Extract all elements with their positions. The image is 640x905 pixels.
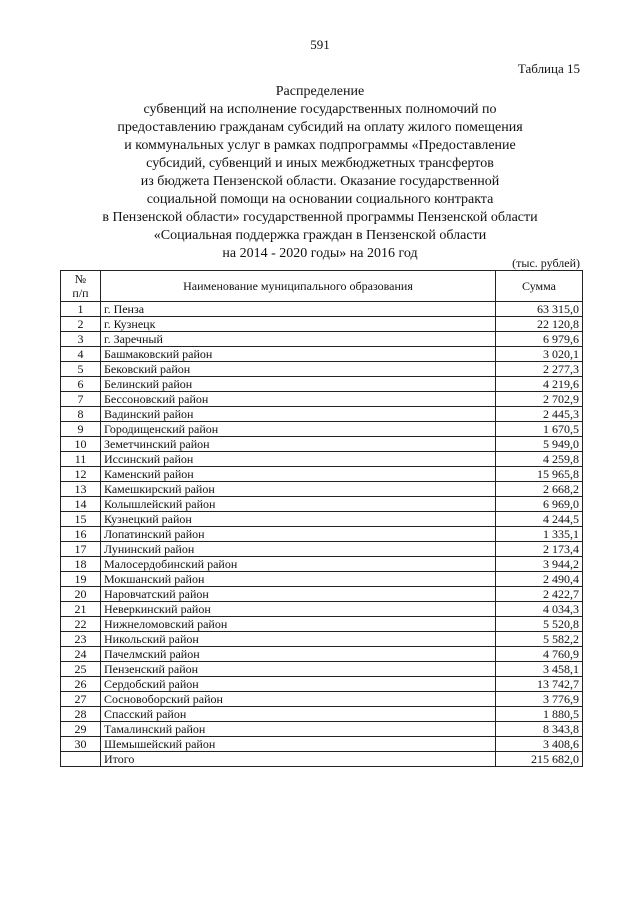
table-row [61, 617, 583, 632]
table-row [61, 632, 583, 647]
row-num: 26 [61, 677, 101, 692]
row-sum: 1 880,5 [496, 707, 583, 722]
row-name: Малосердобинский район [101, 557, 496, 572]
row-name: Пачелмский район [101, 647, 496, 662]
row-name: Бековский район [101, 362, 496, 377]
title-line: субсидий, субвенций и иных межбюджетных трансфертов [146, 156, 494, 171]
table-label: Таблица 15 [517, 61, 580, 76]
row-sum: 2 702,9 [496, 392, 583, 407]
page-number: 591 [310, 37, 330, 52]
row-name: Кузнецкий район [101, 512, 496, 527]
row-name: Сердобский район [101, 677, 496, 692]
row-num: 12 [61, 467, 101, 482]
table-row [61, 587, 583, 602]
row-name: Неверкинский район [101, 602, 496, 617]
row-name: г. Заречный [101, 332, 496, 347]
row-num: 15 [61, 512, 101, 527]
table-row [61, 602, 583, 617]
title-line: социальной помощи на основании социального контракта [146, 192, 494, 207]
title-line: предоставлению гражданам субсидий на оплату жилого помещения [117, 120, 523, 135]
row-name: г. Пенза [101, 302, 496, 317]
row-sum: 3 020,1 [496, 347, 583, 362]
row-sum: 3 944,2 [496, 557, 583, 572]
row-sum: 15 965,8 [496, 467, 583, 482]
row-num: 28 [61, 707, 101, 722]
row-sum: 6 979,6 [496, 332, 583, 347]
table-row [61, 722, 583, 737]
header-sum: Сумма [496, 271, 583, 302]
row-sum: 2 277,3 [496, 362, 583, 377]
row-sum: 4 034,3 [496, 602, 583, 617]
row-name: Лопатинский район [101, 527, 496, 542]
table-row [61, 647, 583, 662]
table-row [61, 317, 583, 332]
row-num: 21 [61, 602, 101, 617]
table-row [61, 377, 583, 392]
total-sum: 215 682,0 [496, 752, 583, 767]
row-sum: 1 335,1 [496, 527, 583, 542]
table-row [61, 572, 583, 587]
row-sum: 2 668,2 [496, 482, 583, 497]
row-num: 29 [61, 722, 101, 737]
row-num: 18 [61, 557, 101, 572]
row-num: 5 [61, 362, 101, 377]
row-sum: 4 259,8 [496, 452, 583, 467]
table-header-row [61, 271, 583, 302]
row-num: 24 [61, 647, 101, 662]
title-line: в Пензенской области» государственной программы Пензенской области [102, 210, 538, 225]
row-name: Бессоновский район [101, 392, 496, 407]
row-num: 1 [61, 302, 101, 317]
table-row [61, 692, 583, 707]
table-row [61, 557, 583, 572]
row-sum: 3 776,9 [496, 692, 583, 707]
row-num: 20 [61, 587, 101, 602]
table-row [61, 737, 583, 752]
row-sum: 2 445,3 [496, 407, 583, 422]
title-line: и коммунальных услуг в рамках подпрограммы «Предоставление [124, 138, 516, 153]
row-name: Белинский район [101, 377, 496, 392]
subvention-table [60, 270, 583, 767]
table-row [61, 662, 583, 677]
row-num: 22 [61, 617, 101, 632]
table-row [61, 347, 583, 362]
row-sum: 6 969,0 [496, 497, 583, 512]
header-num [61, 271, 101, 302]
row-sum: 5 582,2 [496, 632, 583, 647]
row-sum: 3 458,1 [496, 662, 583, 677]
row-sum: 2 173,4 [496, 542, 583, 557]
header-num-line1: № [74, 272, 87, 286]
row-name: Иссинский район [101, 452, 496, 467]
total-num [61, 752, 101, 767]
row-sum: 5 949,0 [496, 437, 583, 452]
table-row [61, 707, 583, 722]
total-label: Итого [101, 752, 496, 767]
row-name: г. Кузнецк [101, 317, 496, 332]
table-row [61, 452, 583, 467]
row-sum: 13 742,7 [496, 677, 583, 692]
row-name: Тамалинский район [101, 722, 496, 737]
header-name: Наименование муниципального образования [101, 271, 496, 302]
row-num: 3 [61, 332, 101, 347]
row-num: 14 [61, 497, 101, 512]
row-sum: 4 219,6 [496, 377, 583, 392]
title-line: на 2014 - 2020 годы» на 2016 год [222, 246, 418, 261]
table-row [61, 497, 583, 512]
table-row [61, 527, 583, 542]
row-name: Спасский район [101, 707, 496, 722]
row-name: Каменский район [101, 467, 496, 482]
row-num: 10 [61, 437, 101, 452]
table-row [61, 467, 583, 482]
table-row [61, 482, 583, 497]
row-name: Башмаковский район [101, 347, 496, 362]
table-row [61, 392, 583, 407]
row-name: Нижнеломовский район [101, 617, 496, 632]
row-name: Сосновоборский район [101, 692, 496, 707]
row-num: 13 [61, 482, 101, 497]
row-num: 9 [61, 422, 101, 437]
total-row [61, 752, 583, 767]
row-num: 30 [61, 737, 101, 752]
title-line: субвенций на исполнение государственных полномочий по [143, 102, 497, 117]
row-name: Никольский район [101, 632, 496, 647]
row-name: Вадинский район [101, 407, 496, 422]
row-name: Наровчатский район [101, 587, 496, 602]
row-sum: 4 244,5 [496, 512, 583, 527]
table-row [61, 332, 583, 347]
document-title [60, 83, 580, 263]
row-num: 23 [61, 632, 101, 647]
table-row [61, 512, 583, 527]
row-sum: 1 670,5 [496, 422, 583, 437]
row-num: 27 [61, 692, 101, 707]
row-sum: 5 520,8 [496, 617, 583, 632]
row-name: Камешкирский район [101, 482, 496, 497]
row-num: 2 [61, 317, 101, 332]
row-name: Пензенский район [101, 662, 496, 677]
title-line: «Социальная поддержка граждан в Пензенской области [153, 228, 487, 243]
table-row [61, 362, 583, 377]
row-name: Колышлейский район [101, 497, 496, 512]
row-num: 7 [61, 392, 101, 407]
title-line: из бюджета Пензенской области. Оказание государственной [140, 174, 500, 189]
table-row [61, 422, 583, 437]
row-sum: 2 422,7 [496, 587, 583, 602]
row-num: 11 [61, 452, 101, 467]
table-row [61, 302, 583, 317]
row-sum: 22 120,8 [496, 317, 583, 332]
row-sum: 2 490,4 [496, 572, 583, 587]
row-num: 8 [61, 407, 101, 422]
row-num: 6 [61, 377, 101, 392]
row-name: Мокшанский район [101, 572, 496, 587]
units-label: (тыс. рублей) [512, 256, 580, 270]
table-row [61, 542, 583, 557]
header-num-line2: п/п [72, 286, 89, 300]
row-name: Шемышейский район [101, 737, 496, 752]
row-name: Городищенский район [101, 422, 496, 437]
row-num: 16 [61, 527, 101, 542]
row-num: 25 [61, 662, 101, 677]
row-sum: 4 760,9 [496, 647, 583, 662]
row-sum: 8 343,8 [496, 722, 583, 737]
table-row [61, 407, 583, 422]
row-num: 4 [61, 347, 101, 362]
row-sum: 63 315,0 [496, 302, 583, 317]
title-line: Распределение [275, 84, 365, 99]
row-num: 17 [61, 542, 101, 557]
row-name: Земетчинский район [101, 437, 496, 452]
table-row [61, 677, 583, 692]
row-num: 19 [61, 572, 101, 587]
row-name: Лунинский район [101, 542, 496, 557]
row-sum: 3 408,6 [496, 737, 583, 752]
table-row [61, 437, 583, 452]
